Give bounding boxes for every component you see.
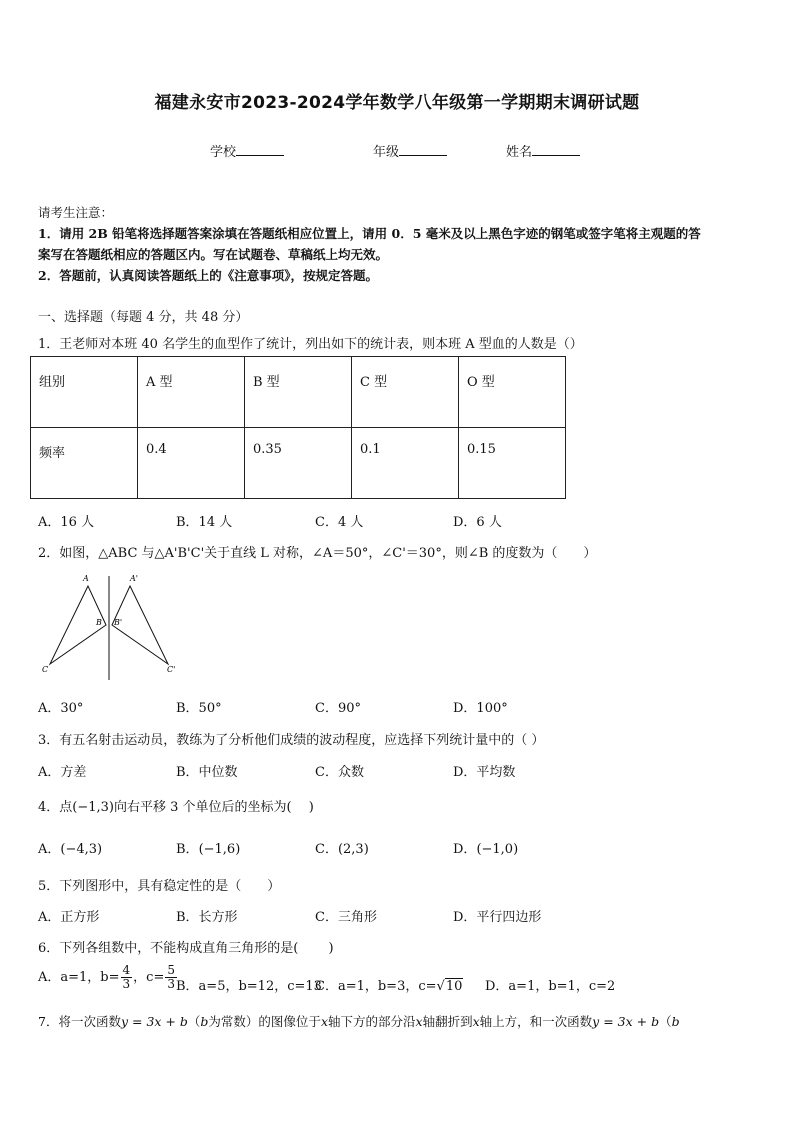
- q7-text: 轴翻折到: [422, 1014, 473, 1029]
- q7-math: x: [472, 1014, 480, 1029]
- table-header-row: [31, 357, 566, 428]
- table-cell: 组别: [31, 357, 138, 428]
- table-cell: A 型: [138, 357, 245, 428]
- q7-text: （: [187, 1014, 201, 1029]
- question-2-stem: 2．如图，△ABC 与△A'B'C'关于直线 L 对称，∠A＝50°，∠C'＝30°，则∠B 的度数为（ ）: [38, 546, 597, 561]
- q4-option-d-letter: D．: [453, 842, 477, 857]
- q2-option-a[interactable]: A．30°: [38, 701, 84, 716]
- q4-prefix: 4．点: [38, 800, 73, 815]
- q7-text: 轴上方，和一次函数: [479, 1014, 593, 1029]
- q6-fraction-b: [121, 964, 133, 991]
- label-b: B: [96, 618, 102, 627]
- q5-option-c[interactable]: C．三角形: [315, 910, 377, 925]
- q4-option-a-math: (−4,3): [60, 842, 103, 857]
- q5-option-b[interactable]: B．长方形: [176, 910, 238, 925]
- q5-option-a[interactable]: A．正方形: [38, 910, 100, 925]
- q3-option-a[interactable]: A．方差: [38, 765, 87, 780]
- table-row: [31, 428, 566, 499]
- q1-option-c[interactable]: C．4 人: [315, 515, 364, 530]
- label-a-prime: A': [130, 574, 138, 583]
- q6-option-d[interactable]: D．a=1，b=1，c=2: [485, 979, 616, 994]
- q7-math: x: [320, 1014, 328, 1029]
- q6-option-b[interactable]: B．a=5，b=12，c=13: [176, 979, 322, 994]
- notice-line-1: 1．请用 2B 铅笔将选择题答案涂填在答题纸相应位置上，请用 0．5 毫米及以上黑色字迹的钢笔或签字笔将主观题的答: [38, 226, 701, 241]
- q2-option-c[interactable]: C．90°: [315, 701, 361, 716]
- sqrt-icon: √: [436, 979, 445, 994]
- q1-option-a[interactable]: A．16 人: [38, 515, 95, 530]
- grade-field: [373, 141, 447, 160]
- q4-option-d[interactable]: [453, 838, 518, 857]
- q3-option-b[interactable]: B．中位数: [176, 765, 238, 780]
- question-7-stem: [38, 1012, 680, 1030]
- table-cell: C 型: [352, 357, 459, 428]
- section-heading: 一、选择题（每题 4 分，共 48 分）: [38, 310, 249, 325]
- notice-line-3: 2．答题前，认真阅读答题纸上的《注意事项》，按规定答题。: [38, 268, 378, 283]
- q5-option-d[interactable]: D．平行四边形: [453, 910, 542, 925]
- q6-option-c-prefix: C．a=1，b=3，c=: [315, 979, 437, 994]
- q4-option-c[interactable]: [315, 838, 369, 857]
- q4-option-b[interactable]: [176, 838, 240, 857]
- q7-math: x: [415, 1014, 423, 1029]
- q3-option-d[interactable]: D．平均数: [453, 765, 516, 780]
- q7-text: 7．将一次函数: [38, 1014, 121, 1029]
- fraction-denominator: 3: [167, 977, 175, 991]
- table-cell: 0.1: [352, 428, 459, 499]
- q7-math: y = 3x + b: [592, 1014, 660, 1029]
- label-b-prime: B': [114, 618, 123, 627]
- name-blank: [532, 143, 580, 156]
- school-field: [210, 141, 284, 160]
- question-6-stem: 6．下列各组数中，不能构成直角三角形的是( ): [38, 941, 334, 956]
- school-blank: [236, 143, 284, 156]
- q7-text: （: [659, 1014, 672, 1029]
- grade-label: 年级: [373, 145, 400, 160]
- grade-blank: [399, 143, 447, 156]
- symmetric-triangles-figure: [38, 572, 188, 684]
- q7-text: 为常数）的图像位于: [208, 1014, 321, 1029]
- q4-option-a-letter: A．: [38, 842, 61, 857]
- q6-option-a-prefix: A．a=1，b=: [38, 970, 120, 985]
- q4-option-c-math: (2,3): [337, 842, 369, 857]
- name-label: 姓名: [506, 145, 533, 160]
- q4-option-a[interactable]: [38, 838, 102, 857]
- q3-option-c[interactable]: C．众数: [315, 765, 364, 780]
- q7-math: b: [200, 1014, 209, 1029]
- question-5-stem: 5．下列图形中，具有稳定性的是（ ）: [38, 879, 281, 894]
- label-a: A: [83, 574, 89, 583]
- fraction-numerator: 5: [167, 963, 175, 977]
- q4-option-b-letter: B．: [176, 842, 199, 857]
- label-c: C: [42, 665, 49, 674]
- question-3-stem: 3．有五名射击运动员，教练为了分析他们成绩的波动程度，应选择下列统计量中的（ ）: [38, 733, 545, 748]
- question-1-stem: 1．王老师对本班 40 名学生的血型作了统计，列出如下的统计表，则本班 A 型血的人数是（）: [38, 337, 583, 352]
- notice-line-2: 案写在答题纸相应的答题区内。写在试题卷、草稿纸上均无效。: [38, 247, 389, 262]
- page-title: 福建永安市2023-2024学年数学八年级第一学期期末调研试题: [154, 93, 640, 113]
- fraction-numerator: 4: [122, 963, 131, 977]
- q2-option-b[interactable]: B．50°: [176, 701, 222, 716]
- q1-option-b[interactable]: B．14 人: [176, 515, 233, 530]
- table-cell: B 型: [245, 357, 352, 428]
- q7-text: 轴下方的部分沿: [328, 1014, 416, 1029]
- school-label: 学校: [210, 145, 237, 160]
- q7-math: b: [671, 1014, 680, 1029]
- q6-sqrt-radicand: 10: [445, 979, 463, 994]
- label-c-prime: C': [167, 665, 176, 674]
- blood-type-table: [30, 356, 566, 499]
- q6-option-a-mid: ，c=: [133, 970, 165, 985]
- table-cell: O 型: [459, 357, 566, 428]
- q6-option-c[interactable]: [315, 975, 463, 994]
- q2-option-d[interactable]: D．100°: [453, 701, 508, 716]
- table-cell: 0.35: [245, 428, 352, 499]
- table-cell: 频率: [31, 428, 138, 499]
- name-field: [506, 141, 580, 160]
- q4-option-c-letter: C．: [315, 842, 338, 857]
- q4-option-b-math: (−1,6): [198, 842, 241, 857]
- notice-header: 请考生注意：: [38, 205, 114, 220]
- q4-suffix: 向右平移 3 个单位后的坐标为( ): [114, 800, 314, 815]
- fraction-denominator: 3: [122, 977, 131, 991]
- q1-option-d[interactable]: D．6 人: [453, 515, 502, 530]
- q4-option-d-math: (−1,0): [476, 842, 519, 857]
- table-cell: 0.15: [459, 428, 566, 499]
- question-4-stem: [38, 796, 314, 815]
- q6-option-a[interactable]: [38, 964, 178, 992]
- q4-point: (−1,3): [72, 800, 114, 815]
- q7-math: y = 3x + b: [120, 1014, 188, 1029]
- table-cell: 0.4: [138, 428, 245, 499]
